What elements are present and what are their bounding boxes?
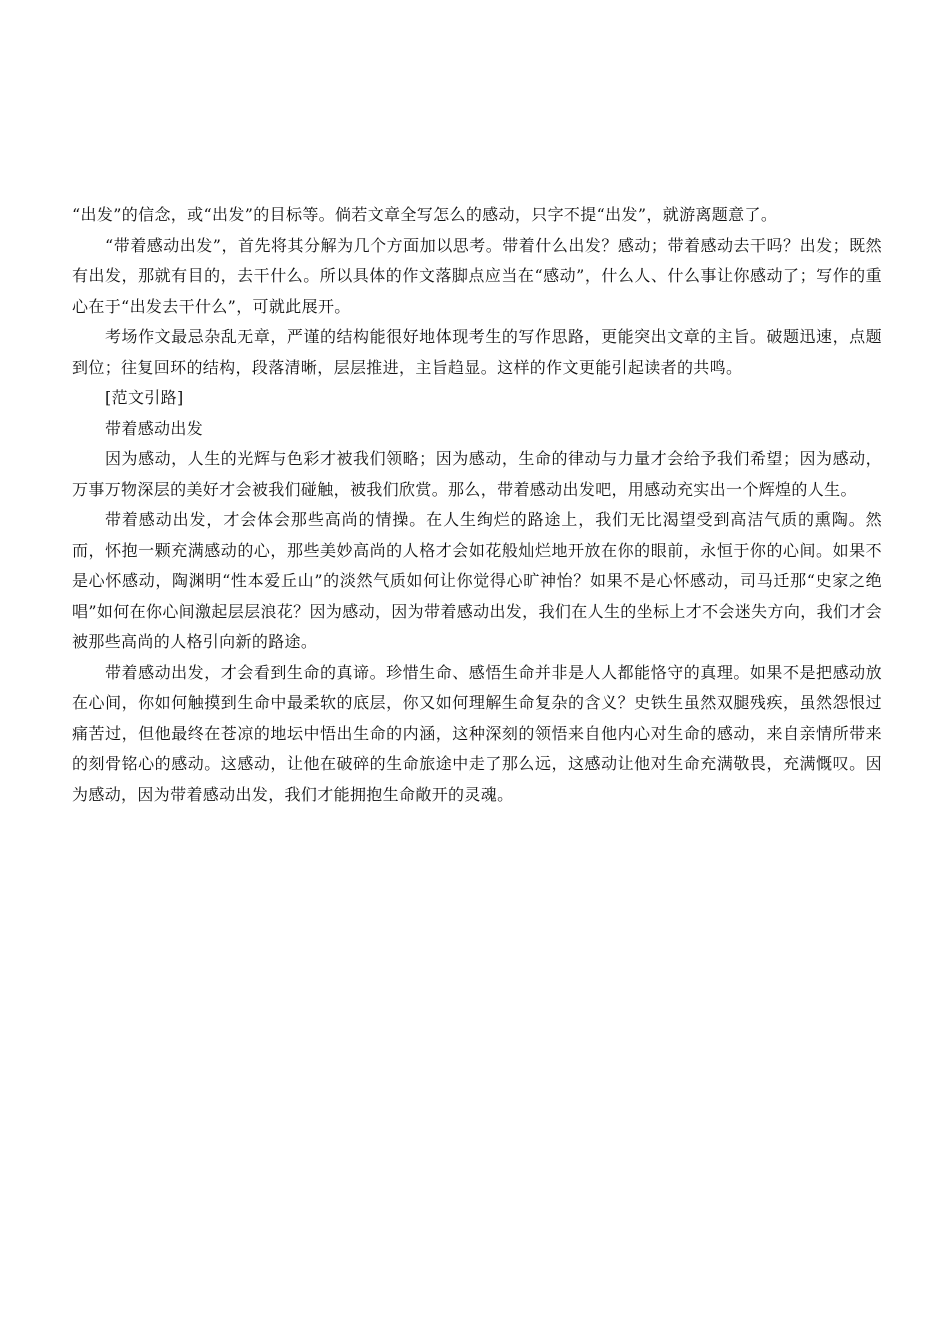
section-label-sample-essay: [范文引路] xyxy=(105,388,184,407)
essay-title: 带着感动出发 xyxy=(105,418,204,438)
paragraph-structure-tips: 考场作文最忌杂乱无章，严谨的结构能很好地体现考生的写作思路，更能突出文章的主旨。破题迅速，点题到位；往复回环的结构，段落清晰，层层推进，主旨趋显。这样的作文更能引起读者的共鸣。 xyxy=(72,327,882,377)
paragraph-topic-note: “出发”的信念，或“出发”的目标等。倘若文章全写怎么的感动，只字不提“出发”，就游离题意了。 xyxy=(72,205,778,224)
essay-paragraph-1: 因为感动，人生的光辉与色彩才被我们领略；因为感动，生命的律动与力量才会给予我们希望；因为感动，万事万物深层的美好才会被我们碰触，被我们欣赏。那么，带着感动出发吧，用感动充实出一个辉煌的人生。 xyxy=(72,449,882,499)
document-body xyxy=(72,200,882,810)
paragraph-topic-analysis: “带着感动出发”，首先将其分解为几个方面加以思考。带着什么出发？感动；带着感动去干吗？出发；既然有出发，那就有目的，去干什么。所以具体的作文落脚点应当在“感动”，什么人、什么事让你感动了；写作的重心在于“出发去干什么”，可就此展开。 xyxy=(72,235,882,316)
essay-paragraph-3: 带着感动出发，才会看到生命的真谛。珍惜生命、感悟生命并非是人人都能恪守的真理。如果不是把感动放在心间，你如何触摸到生命中最柔软的底层，你又如何理解生命复杂的含义？史铁生虽然双腿残疾，虽然怨恨过痛苦过，但他最终在苍凉的地坛中悟出生命的内涵，这种深刻的领悟来自他内心对生命的感动，来自亲情所带来的刻骨铭心的感动。这感动，让他在破碎的生命旅途中走了那么远，这感动让他对生命充满敬畏，充满慨叹。因为感动，因为带着感动出发，我们才能拥抱生命敞开的灵魂。 xyxy=(72,662,882,804)
essay-paragraph-2: 带着感动出发，才会体会那些高尚的情操。在人生绚烂的路途上，我们无比渴望受到高洁气质的熏陶。然而，怀抱一颗充满感动的心，那些美妙高尚的人格才会如花般灿烂地开放在你的眼前，永恒于你的心间。如果不是心怀感动，陶渊明“性本爱丘山”的淡然气质如何让你觉得心旷神怡？如果不是心怀感动，司马迁那“史家之绝唱”如何在你心间激起层层浪花？因为感动，因为带着感动出发，我们在人生的坐标上才不会迷失方向，我们才会被那些高尚的人格引向新的路途。 xyxy=(72,510,882,651)
